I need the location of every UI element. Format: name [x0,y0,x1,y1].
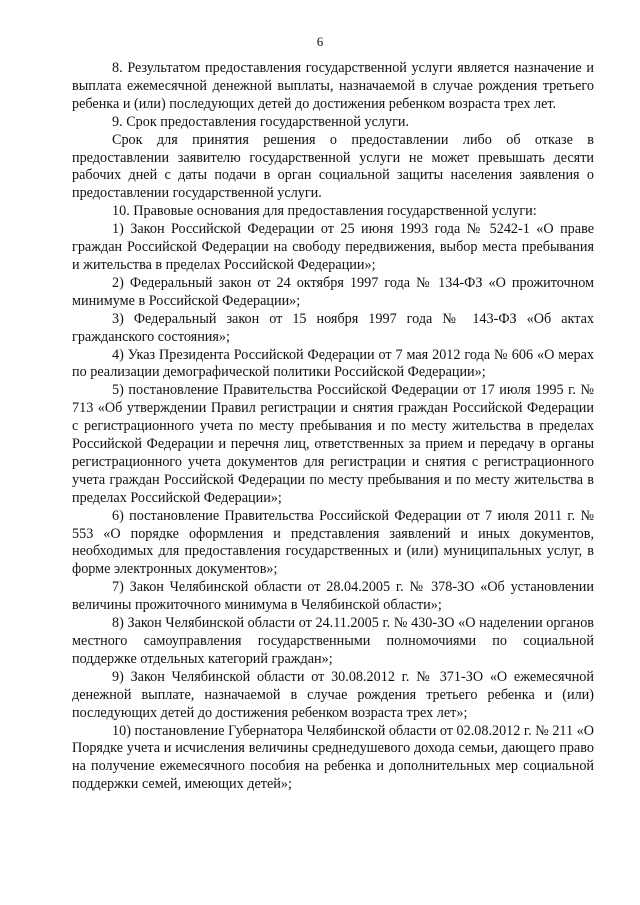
legal-basis-item-1: 1) Закон Российской Федерации от 25 июня 1993 года № 5242-1 «О праве граждан Российской Федерации на свободу передвижения, выбор места пребывания и жительства в пределах Российской Федерации»; [72,221,594,273]
paragraph-result-of-service: 8. Результатом предоставления государственной услуги является назначение и выплата ежемесячной денежной выплаты, назначаемой в случае рождения третьего ребенка и (или) последующих детей до достижения ребенком возраста трех лет. [72,60,594,112]
paragraph-service-term-heading: 9. Срок предоставления государственной услуги. [112,113,410,130]
legal-basis-item-2: 2) Федеральный закон от 24 октября 1997 года № 134-ФЗ «О прожиточном минимуме в Российской Федерации»; [72,274,594,309]
legal-basis-item-7: 7) Закон Челябинской области от 28.04.2005 г. № 378-ЗО «Об установлении величины прожиточного минимума в Челябинской области»; [72,579,594,614]
legal-basis-item-3: 3) Федеральный закон от 15 ноября 1997 года № 143-ФЗ «Об актах гражданского состояния»; [72,310,594,345]
legal-basis-item-9: 9) Закон Челябинской области от 30.08.2012 г. № 371-ЗО «О ежемесячной денежной выплате, назначаемой в случае рождения третьего ребенка и (или) последующих детей до достижения ребенком возраста трех лет»; [72,668,594,721]
legal-basis-item-5: 5) постановление Правительства Российской Федерации от 17 июля 1995 г. № 713 «Об утверждении Правил регистрации и снятия граждан Российской Федерации с регистрационного учета по месту пребывания и по месту жительства в пределах Российской Федерации и перечня лиц, ответственных за прием и передачу в органы регистрационного учета документов для регистрации и снятия с регистрационного учета граждан Российской Федерации по месту пребывания и по месту жительства в пределах Российской Федерации»; [72,382,594,506]
legal-basis-item-6: 6) постановление Правительства Российской Федерации от 7 июля 2011 г. № 553 «О порядке оформления и представления заявлений и иных документов, необходимых для предоставления государственных и (или) муниципальных услуг, в форме электронных документов»; [72,507,594,578]
paragraph-legal-basis-heading: 10. Правовые основания для предоставления государственной услуги: [112,203,537,220]
paragraph-service-term: Срок для принятия решения о предоставлении либо об отказе в предоставлении заявителю государственной услуги не может превышать десяти рабочих дней с даты подачи в орган социальной защиты населения заявления о предоставлении государственной услуги. [72,131,594,202]
legal-basis-item-8: 8) Закон Челябинской области от 24.11.2005 г. № 430-ЗО «О наделении органов местного самоуправления государственными полномочиями по социальной поддержке отдельных категорий граждан»; [72,615,594,667]
legal-basis-item-4: 4) Указ Президента Российской Федерации от 7 мая 2012 года № 606 «О мерах по реализации демографической политики Российской Федерации»; [72,346,594,381]
document-body [72,60,594,794]
page-number: 6 [316,34,324,49]
legal-basis-item-10: 10) постановление Губернатора Челябинской области от 02.08.2012 г. № 211 «О Порядке учета и исчисления величины среднедушевого дохода семьи, дающего право на получение ежемесячного пособия на ребенка и дополнительных мер социальной поддержки семей, имеющих детей»; [72,722,594,793]
